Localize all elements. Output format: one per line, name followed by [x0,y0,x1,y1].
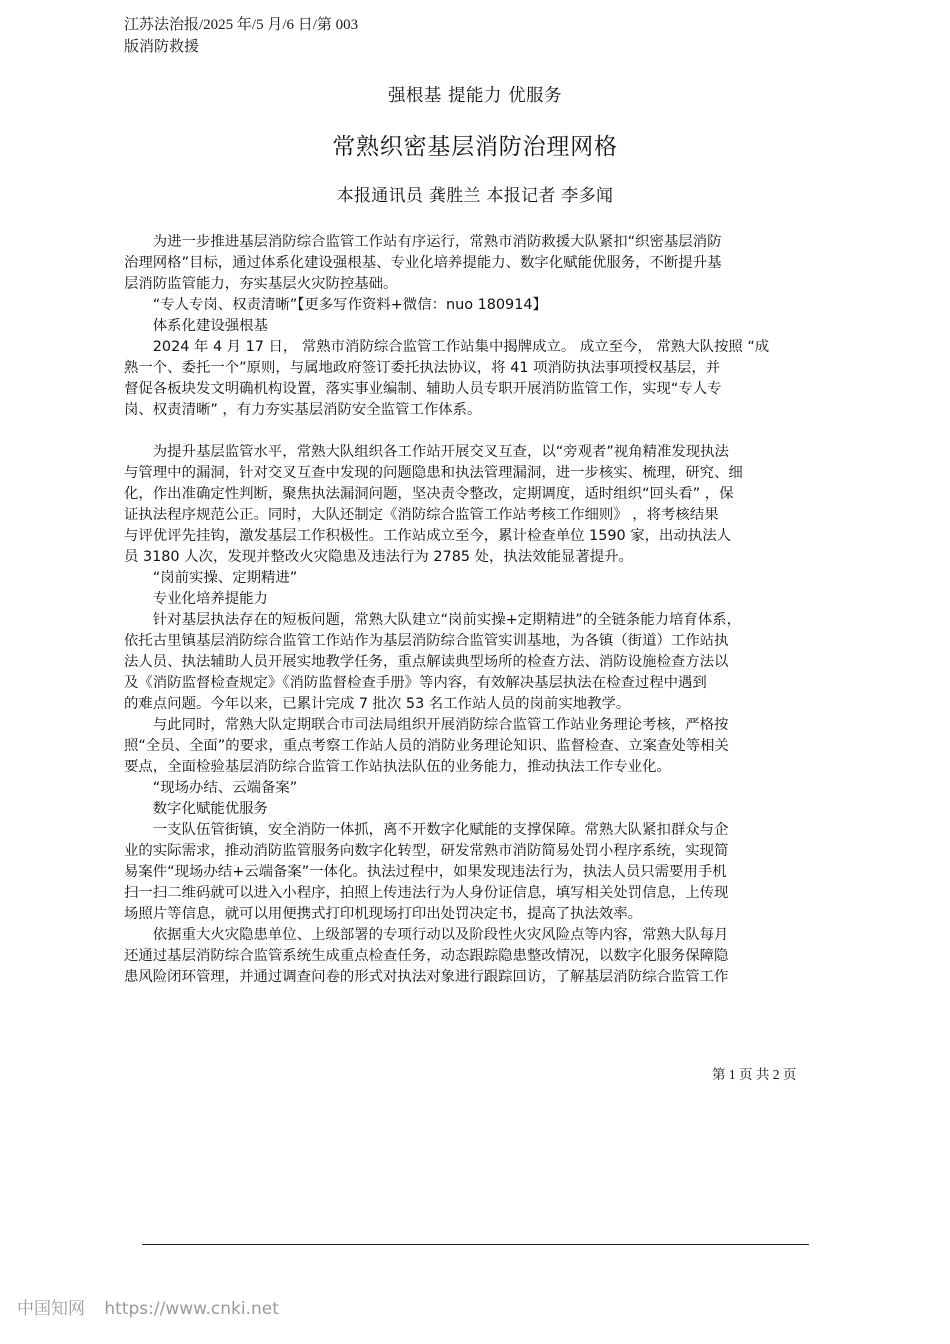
text-line: 与此同时，常熟大队定期联合市司法局组织开展消防综合监管工作站业务理论考核，严格按 [124,717,729,733]
article-title: 常熟织密基层消防治理网格 [332,134,618,160]
text-line: 治理网格”目标，通过体系化建设强根基、专业化培养提能力、数字化赋能优服务，不断提升基 [124,255,722,271]
source-line: 江苏法治报/2025 年/5 月/6 日/第 003 [124,17,359,33]
text-line: 易案件“现场办结+云端备案”一体化。执法过程中，如果发现违法行为，执法人员只需要用手机 [124,864,727,880]
text-line: 岗、权责清晰” ，有力夯实基层消防安全监管工作体系。 [124,402,482,418]
text-line: 的难点问题。今年以来，已累计完成 7 批次 53 名工作站人员的岗前实地教学。 [124,696,631,712]
text-line: 还通过基层消防综合监管系统生成重点检查任务，动态跟踪隐患整改情况，以数字化服务保障隐 [124,948,729,964]
text-line: 依托古里镇基层消防综合监管工作站作为基层消防综合监管实训基地，为各镇（街道）工作站执 [124,633,729,649]
cnki-brand: 中国知网 [17,1299,85,1319]
text-line: 法人员、执法辅助人员开展实地教学任务，重点解读典型场所的检查方法、消防设施检查方法以 [124,654,729,670]
article-body [124,232,844,988]
text-line: 业的实际需求，推动消防监管服务向数字化转型，研发常熟市消防简易处罚小程序系统，实现简 [124,843,729,859]
text-line: 2024 年 4 月 17 日， 常熟市消防综合监管工作站集中揭牌成立。 成立至今， 常熟大队按照 “成 [124,339,770,355]
text-line: “现场办结、云端备案” [124,780,298,796]
text-line: “专人专岗、权责清晰”【更多写作资料+微信：nuo 180914】 [124,297,547,313]
text-line: 熟一个、委托一个”原则，与属地政府签订委托执法协议，将 41 项消防执法事项授权基层，并 [124,360,721,376]
text-line: 为提升基层监管水平，常熟大队组织各工作站开展交叉互查，以“旁观者”视角精准发现执法 [124,444,729,460]
text-line: 层消防监管能力，夯实基层火灾防控基础。 [124,276,398,292]
text-line: “岗前实操、定期精进” [124,570,298,586]
text-line: 患风险闭环管理，并通过调查问卷的形式对执法对象进行跟踪回访，了解基层消防综合监管工作 [124,969,729,985]
text-line: 员 3180 人次，发现并整改火灾隐患及违法行为 2785 处，执法效能显著提升。 [124,549,633,565]
text-line: 照“全员、全面”的要求，重点考察工作站人员的消防业务理论知识、监督检查、立案查处等相关 [124,738,729,754]
source-section: 版消防救援 [124,39,200,55]
text-line: 扫一扫二维码就可以进入小程序，拍照上传违法行为人身份证信息，填写相关处罚信息，上传现 [124,885,729,901]
text-line: 依据重大火灾隐患单位、上级部署的专项行动以及阶段性火灾风险点等内容，常熟大队每月 [124,927,729,943]
text-line: 体系化建设强根基 [124,318,268,334]
text-line: 为进一步推进基层消防综合监管工作站有序运行，常熟市消防救援大队紧扣“织密基层消防 [124,234,722,250]
text-line: 证执法程序规范公正。同时，大队还制定《消防综合监管工作站考核工作细则》 ，将考核结果 [124,507,719,523]
text-line: 场照片等信息，就可以用便携式打印机现场打印出处罚决定书，提高了执法效率。 [124,906,643,922]
text-line: 与管理中的漏洞，针对交叉互查中发现的问题隐患和执法管理漏洞，进一步核实、梳理，研究、细 [124,465,743,481]
blank-line [124,421,844,442]
text-line: 督促各板块发文明确机构设置，落实事业编制、辅助人员专职开展消防监管工作，实现“专人专 [124,381,722,397]
text-line: 针对基层执法存在的短板问题，常熟大队建立“岗前实操+定期精进”的全链条能力培育体系， [124,612,741,628]
cnki-url[interactable]: https://www.cnki.net [104,1299,279,1319]
source-header [124,14,358,58]
text-line: 与评优评先挂钩，激发基层工作积极性。工作站成立至今，累计检查单位 1590 家，出动执法人 [124,528,732,544]
footer-divider [142,1244,809,1245]
text-line: 专业化培养提能力 [124,591,268,607]
article-byline: 本报通讯员 龚胜兰 本报记者 李多闻 [336,186,614,206]
cnki-watermark [17,1294,279,1319]
text-line: 数字化赋能优服务 [124,801,268,817]
text-line: 要点，全面检验基层消防综合监管工作站执法队伍的业务能力，推动执法工作专业化。 [124,759,671,775]
article-kicker: 强根基 提能力 优服务 [387,86,563,106]
text-line: 及《消防监督检查规定》《消防监督检查手册》等内容，有效解决基层执法在检查过程中遇到 [124,675,707,691]
text-line: 化，作出准确定性判断，聚焦执法漏洞问题，坚决责令整改，定期调度，适时组织“回头看” ，保 [124,486,734,502]
page-number: 第 1 页 共 2 页 [712,1067,797,1082]
text-line: 一支队伍管街镇，安全消防一体抓，离不开数字化赋能的支撑保障。常熟大队紧扣群众与企 [124,822,729,838]
